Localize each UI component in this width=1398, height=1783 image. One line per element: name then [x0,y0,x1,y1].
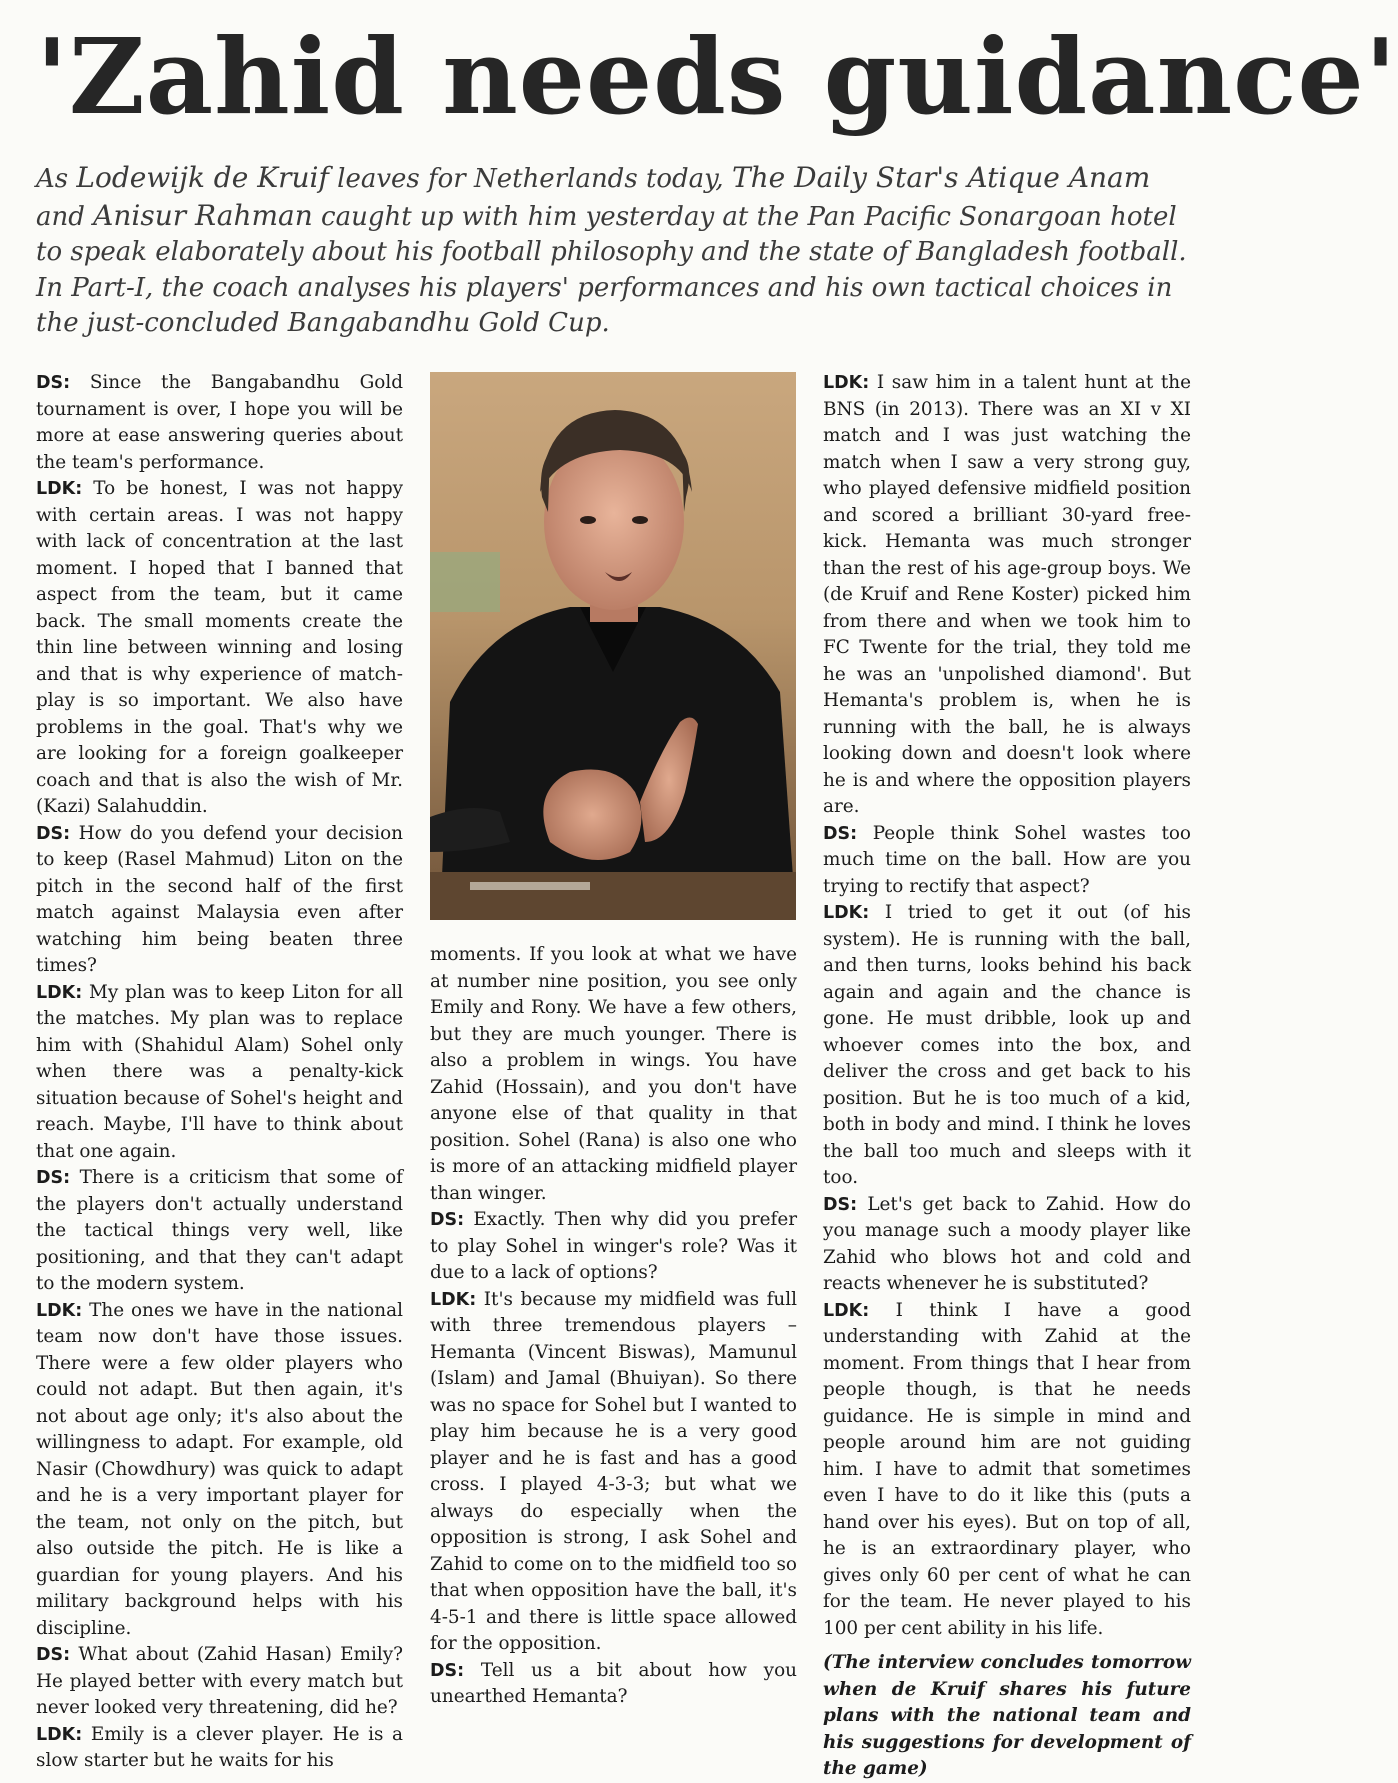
coach-photo [430,372,796,920]
qa-paragraph [36,1722,403,1775]
qa-paragraph [430,942,797,1207]
qa-paragraph [823,1192,1191,1298]
qa-text: moments. If you look at what we have at number nine position, you see only Emily and Rony. We have a few others, but they are much younger. There is also a problem in wings. You have Zahid (Hossain), and you don't have anyone else of that quality in that position. Sohel (Rana) is also one who is more of an attacking midfield player than winger. [430,944,797,1204]
article-column-2 [430,942,797,1711]
speaker-label: DS: [823,823,858,844]
qa-paragraph [430,1658,797,1711]
intro-text-3: and [36,201,94,232]
speaker-label: LDK: [36,1300,83,1321]
qa-paragraph [823,370,1191,821]
speaker-label: LDK: [36,1724,83,1745]
qa-paragraph [430,1207,797,1287]
qa-paragraph [823,1298,1191,1643]
qa-text: Exactly. Then why did you prefer to play Sohel in winger's role? Was it due to a lack of options? [430,1209,797,1283]
coach-photo-illustration [430,372,796,920]
intro-text-2: leaves for Netherlands today, [328,164,732,194]
speaker-label: LDK: [36,982,83,1003]
headline: 'Zahid needs guidance' [36,15,1398,138]
intro-name-reporter-1: The Daily Star's Atique Anam [731,161,1151,194]
qa-paragraph [36,1642,403,1722]
speaker-label: LDK: [823,903,870,923]
qa-paragraph [36,370,403,476]
qa-text: I think I have a good understanding with Zahid at the moment. From things that I hear from people though, is that he needs guidance. He is simple in mind and people around him are not guiding him. I have to admit that sometimes even I have to do it like this (puts a hand over his eyes). But on top of all, he is an extraordinary player, who gives only 60 per cent of what he can for the team. He never played to his 100 per cent ability in his life. [823,1299,1191,1639]
qa-text: Tell us a bit about how you unearthed Hemanta? [430,1659,797,1707]
qa-text: I tried to get it out (of his system). He is running with the ball, and then turns, looks behind his back again and again and the chance is gone. He must dribble, look up and whoever comes into the box, and deliver the cross and get back to his position. But he is too much of a kid, both in body and mind. I think he loves the ball too much and sleeps with it too. [823,902,1191,1188]
qa-text: Since the Bangabandhu Gold tournament is over, I hope you will be more at ease answering queries about the team's performance. [36,372,403,473]
intro-name-coach: Lodewijk de Kruif [76,161,329,194]
qa-text: Let's get back to Zahid. How do you manage such a moody player like Zahid who blows hot and cold and reacts whenever he is substituted? [823,1193,1191,1294]
speaker-label: DS: [430,1660,465,1681]
speaker-label: DS: [36,1168,71,1188]
qa-text: I saw him in a talent hunt at the BNS (in 2013). There was an XI v XI match and I was just watching the match when I saw a very strong guy, who played defensive midfield position and scored a brilliant 30-yard free-kick. Hemanta was much stronger than the rest of his age-group boys. We (de Kruif and Rene Koster) picked him from there and when we took him to FC Twente for the trial, they told me he was an 'unpolished diamond'. But Hemanta's problem is, when he is running with the ball, he is always looking down and doesn't look where he is and where the opposition players are. [823,372,1191,817]
qa-paragraph [36,821,403,980]
qa-text: To be honest, I was not happy with certain areas. I was not happy with lack of concentration at the last moment. I hoped that I banned that aspect from the team, but it came back. The small moments create the thin line between winning and losing and that is why experience of match-play is so important. We also have problems in the goal. That's why we are looking for a foreign goalkeeper coach and that is also the wish of Mr. (Kazi) Salahuddin. [36,478,403,817]
intro-text-1: As [36,164,77,194]
speaker-label: LDK: [430,1289,477,1310]
speaker-label: LDK: [36,479,83,499]
qa-text: It's because my midfield was full with three tremendous players – Hemanta (Vincent Biswas), Mamunul (Islam) and Jamal (Bhuiyan). So there was no space for Sohel but I wanted to play him because he is a very good player and he is fast and has a good cross. I played 4-3-3; but what we always do especially when the opposition is strong, I ask Sohel and Zahid to come on to the midfield too so that when opposition have the ball, it's 4-5-1 and there is little space allowed for the opposition. [430,1288,797,1654]
qa-text: What about (Zahid Hasan) Emily? He played better with every match but never looked very threatening, did he? [36,1644,403,1718]
speaker-label: DS: [823,1194,858,1215]
qa-paragraph [36,1165,403,1298]
speaker-label: DS: [36,1645,71,1665]
qa-text: Emily is a clever player. He is a slow starter but he waits for his [36,1723,403,1771]
speaker-label: LDK: [823,1300,870,1321]
article-column-3 [823,370,1191,1783]
speaker-label: DS: [36,823,71,844]
intro-text-4: caught up with him yesterday at the Pan Pacific Sonargoan hotel to speak elaborately about his football philosophy and the state of Bangladesh football. In Part-I, the coach analyses his players' performances and his own tactical choices in the just-concluded Bangabandhu Gold Cup. [36,201,1187,338]
speaker-label: LDK: [823,373,870,393]
speaker-label: DS: [430,1210,465,1230]
article-column-1 [36,370,403,1775]
intro-name-reporter-2: Anisur Rahman [93,198,313,232]
qa-paragraph [823,821,1191,901]
qa-text: My plan was to keep Liton for all the matches. My plan was to replace him with (Shahidul Alam) Sohel only when there was a penalty-kick situation because of Sohel's height and reach. Maybe, I'll have to think about that one again. [36,981,403,1162]
qa-text: How do you defend your decision to keep (Rasel Mahmud) Liton on the pitch in the second half of the first match against Malaysia even after watching him being beaten three times? [36,822,403,976]
intro-standfirst [36,160,1196,342]
qa-paragraph [430,1287,797,1658]
closing-note: (The interview concludes tomorrow when de Kruif shares his future plans with the national team and his suggestions for development of the game) [823,1652,1191,1779]
qa-paragraph [36,476,403,821]
qa-paragraph [36,980,403,1166]
speaker-label: DS: [36,373,71,393]
qa-paragraph [36,1298,403,1643]
qa-paragraph [823,900,1191,1192]
qa-text: There is a criticism that some of the players don't actually understand the tactical things very well, like positioning, and that they can't adapt to the modern system. [36,1167,403,1294]
qa-text: People think Sohel wastes too much time on the ball. How are you trying to rectify that aspect? [823,822,1191,897]
qa-text: The ones we have in the national team now don't have those issues. There were a few older players who could not adapt. But then again, it's not about age only; it's also about the willingness to adapt. For example, old Nasir (Chowdhury) was quick to adapt and he is a very important player for the team, not only on the pitch, but also outside the pitch. He is like a guardian for young players. And his military background helps with his discipline. [36,1299,403,1639]
